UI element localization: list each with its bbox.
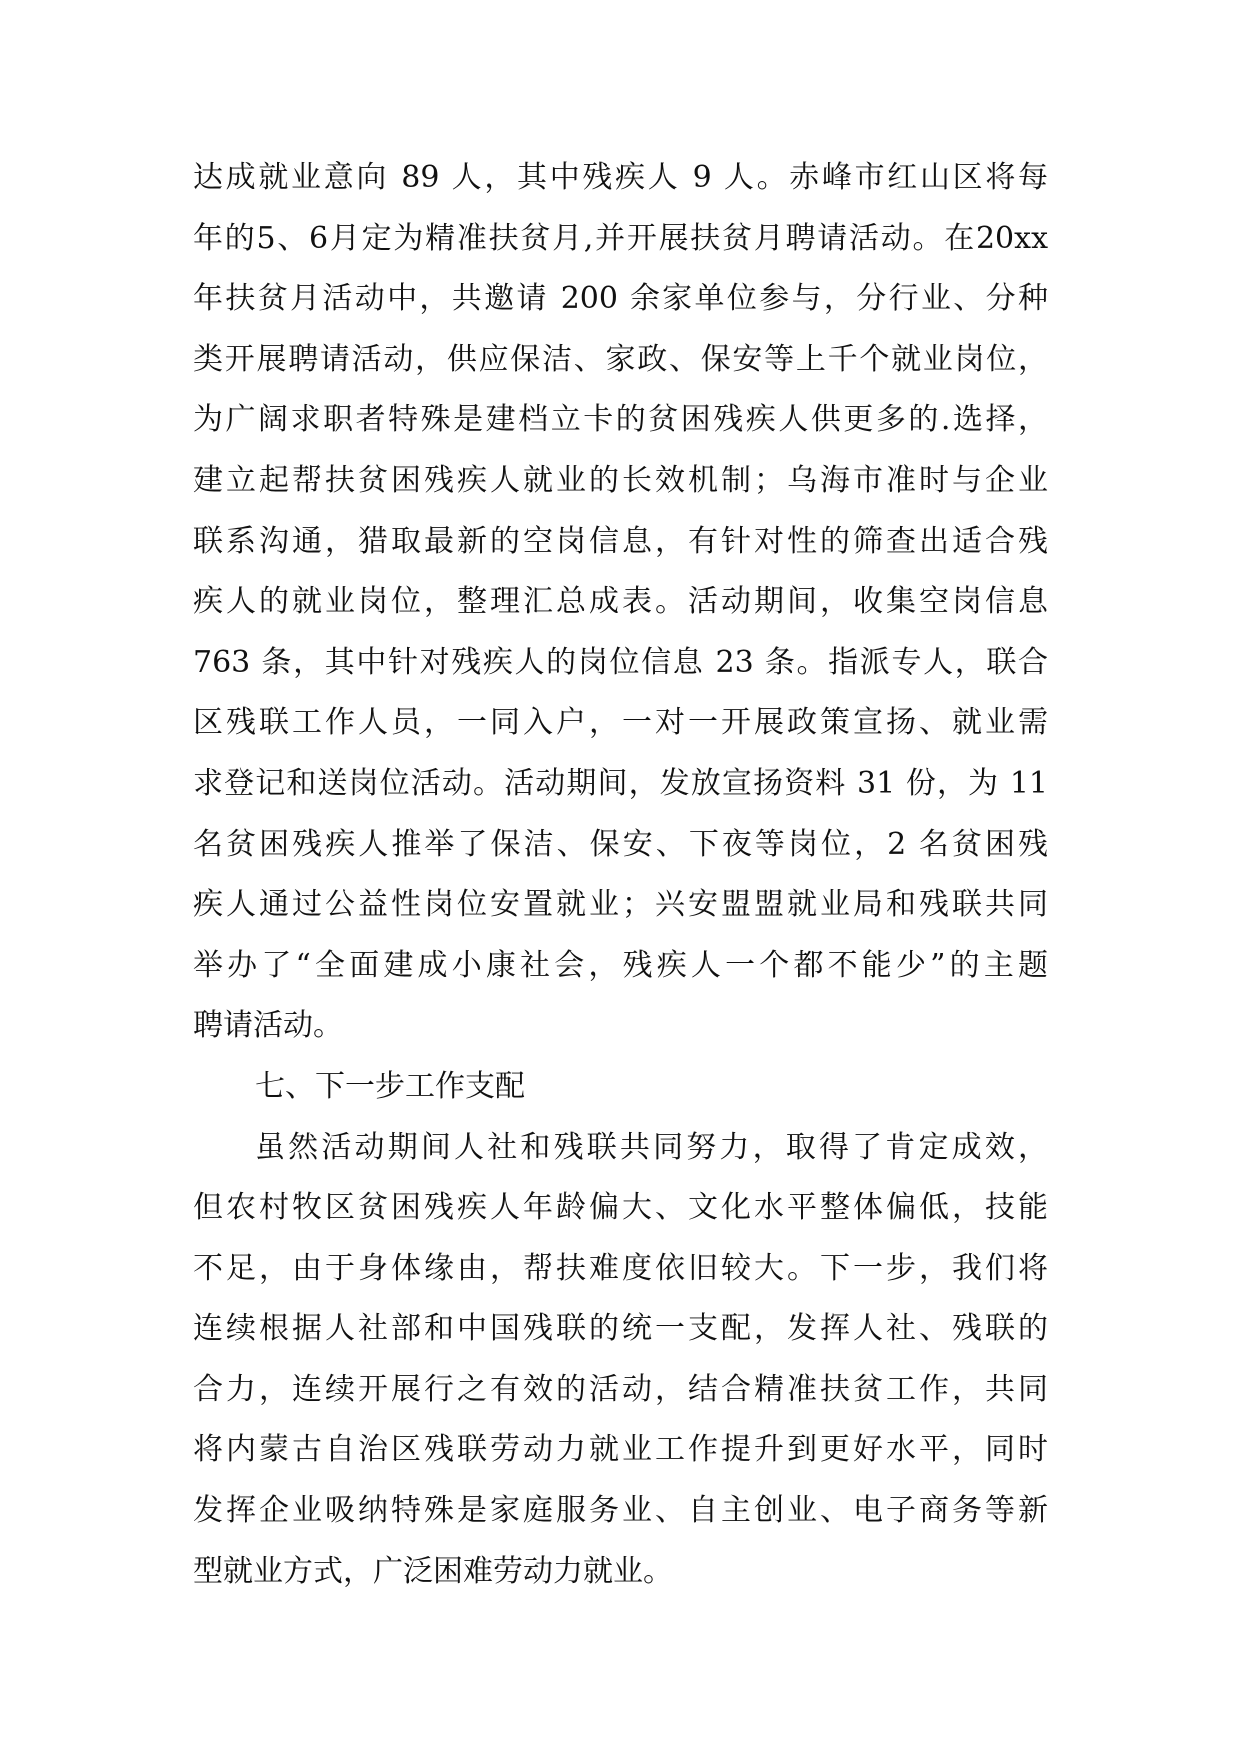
section-heading: 七、下一步工作支配 [255,1068,525,1104]
text-line: 达成就业意向 89 人，其中残疾人 9 人。赤峰市红山区将每 [193,160,1048,195]
text-line: 合力，连续开展行之有效的活动，结合精准扶贫工作，共同 [193,1371,1048,1407]
text-line: 型就业方式，广泛困难劳动力就业。 [193,1553,673,1589]
text-line: 联系沟通，猎取最新的空岗信息，有针对性的筛查出适合残 [193,523,1048,559]
text-line: 虽然活动期间人社和残联共同努力，取得了肯定成效， [255,1129,1048,1165]
text-line: 求登记和送岗位活动。活动期间，发放宣扬资料 31 份，为 11 [193,765,1048,801]
text-line: 年扶贫月活动中，共邀请 200 余家单位参与，分行业、分种 [193,281,1048,317]
text-line: 疾人的就业岗位，整理汇总成表。活动期间，收集空岗信息 [193,584,1048,620]
document-body [193,148,1048,1602]
text-line: 不足，由于身体缘由，帮扶难度依旧较大。下一步，我们将 [193,1250,1048,1286]
text-line: 名贫困残疾人推举了保洁、保安、下夜等岗位，2 名贫困残 [193,826,1048,862]
text-line: 将内蒙古自治区残联劳动力就业工作提升到更好水平，同时 [193,1432,1048,1468]
text-line: 类开展聘请活动，供应保洁、家政、保安等上千个就业岗位， [193,341,1048,377]
text-line: 建立起帮扶贫困残疾人就业的长效机制；乌海市准时与企业 [193,462,1048,498]
text-line: 763 条，其中针对残疾人的岗位信息 23 条。指派专人，联合 [193,644,1048,680]
text-line: 疾人通过公益性岗位安置就业；兴安盟盟就业局和残联共同 [193,887,1048,923]
text-line: 举办了“全面建成小康社会，残疾人一个都不能少”的主题 [193,947,1048,983]
text-line: 年的5、6月定为精准扶贫月,并开展扶贫月聘请活动。在20xx [193,220,1048,256]
text-line: 为广阔求职者特殊是建档立卡的贫困残疾人供更多的.选择， [193,402,1048,438]
text-line: 聘请活动。 [193,1008,343,1044]
text-line: 连续根据人社部和中国残联的统一支配，发挥人社、残联的 [193,1311,1048,1347]
text-line: 发挥企业吸纳特殊是家庭服务业、自主创业、电子商务等新 [193,1493,1048,1529]
text-line: 区残联工作人员，一同入户，一对一开展政策宣扬、就业需 [193,705,1048,741]
paragraph-next-steps [193,1118,1048,1603]
paragraph-employment-activities [193,148,1048,1057]
text-line: 但农村牧区贫困残疾人年龄偏大、文化水平整体偏低，技能 [193,1190,1048,1226]
